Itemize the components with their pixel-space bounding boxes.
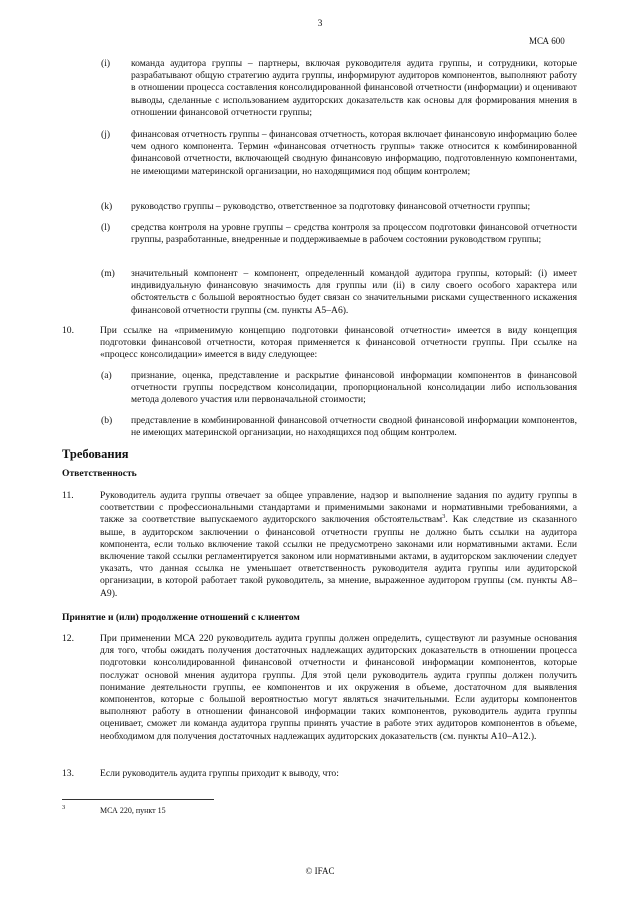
paragraph-12 bbox=[62, 633, 577, 743]
paragraph-number: 11. bbox=[62, 490, 74, 501]
item-text: признание, оценка, представление и раскрытие финансовой информации компонентов в финансовой отчетности группы посредством консолидации, пропорциональной консолидации либо использования метода долевого участия или первоначальной стоимости; bbox=[131, 370, 577, 406]
paragraph-text-part: . Как следствие из сказанного выше, в аудиторском заключении о финансовой отчетности группы не должно быть ссылки на аудитора компонента, если только включение такой ссылки не предусмотрено законами или нормативными актами. Если включение такой ссылки регламентируется законом или нормативными актами, в аудиторском заключении следует указать, что данная ссылка не уменьшает ответственность руководителя аудита группы или аудиторской организации, в которой работает такой руководитель, за мнение, выраженное аудитором группы (см. пункты A8–A9). bbox=[100, 514, 577, 599]
paragraph-text-part: Руководитель аудита группы отвечает за общее управление, надзор и выполнение задания по аудиту группы в соответствии с профессиональными стандартами и применимыми законами и нормативными требованиями, а также за соответствие выпускаемого аудиторского заключения обстоятельствам bbox=[100, 490, 577, 526]
item-text: значительный компонент – компонент, определенный командой аудитора группы, который: (i) имеет индивидуальную финансовую значимость для группы или (ii) в силу своего особого характера или обстоятельств с большой вероятностью будет связан со значительными рисками существенного искажения финансовой отчетности группы (см. пункты A5–A6). bbox=[131, 268, 577, 316]
list-item bbox=[101, 415, 577, 439]
subheading-responsibility: Ответственность bbox=[62, 468, 137, 479]
paragraph-text: Если руководитель аудита группы приходит к выводу, что: bbox=[100, 768, 339, 779]
definition-item bbox=[101, 129, 577, 178]
item-label: (a) bbox=[101, 370, 112, 381]
item-label: (b) bbox=[101, 415, 113, 426]
page-footer: © IFAC bbox=[305, 866, 335, 876]
definition-item bbox=[101, 222, 577, 246]
item-label: (m) bbox=[101, 268, 115, 279]
footnote-text: МСА 220, пункт 15 bbox=[100, 806, 166, 815]
paragraph-text: При применении МСА 220 руководитель аудита группы должен определить, существуют ли разумные основания для того, чтобы ожидать получения достаточных надлежащих аудиторских доказательств в отношении процесса подготовки консолидированной финансовой отчетности и финансовой информации компонентов, которые послужат основой мнения аудитора группы. Для этой цели руководитель аудита группы должен получить понимание деятельности группы, ее компонентов и их окружения в объеме, достаточном для выявления компонентов, которые с большой вероятностью могут являться значительными. Если аудиторы компонентов выполняют работу в отношении финансовой информации таких компонентов, руководитель аудита группы оценивает, сможет ли команда аудитора группы принять участие в работе этих аудиторов компонентов в объеме, необходимом для получения достаточных надлежащих аудиторских доказательств (см. пункты A10–A12.). bbox=[100, 633, 577, 742]
definition-item bbox=[101, 268, 577, 317]
item-text: средства контроля на уровне группы – средства контроля за процессом подготовки финансовой отчетности группы, разработанные, внедренные и поддерживаемые в рабочем состоянии руководством группы; bbox=[131, 222, 577, 246]
paragraph-number: 13. bbox=[62, 768, 74, 779]
document-code: МСА 600 bbox=[529, 36, 565, 46]
footnote-number: 3 bbox=[62, 804, 66, 811]
section-heading: Требования bbox=[62, 447, 129, 461]
subheading-acceptance: Принятие и (или) продолжение отношений с клиентом bbox=[62, 612, 300, 623]
paragraph-11 bbox=[62, 490, 577, 600]
paragraph-number: 12. bbox=[62, 633, 74, 644]
paragraph-text: При ссылке на «применимую концепцию подготовки финансовой отчетности» имеется в виду концепция подготовки финансовой отчетности, которая применяется к финансовой отчетности группы. При ссылке на «процесс консолидации» имеется в виду следующее: bbox=[100, 325, 577, 361]
item-label: (k) bbox=[101, 201, 113, 212]
definition-item bbox=[101, 58, 577, 119]
item-text: представление в комбинированной финансовой отчетности сводной финансовой информации компонентов, не имеющих материнской организации, но находящихся под общим контролем. bbox=[131, 415, 577, 439]
footnote-divider bbox=[62, 799, 214, 800]
paragraph-number: 10. bbox=[62, 325, 74, 336]
item-text: финансовая отчетность группы – финансовая отчетность, которая включает финансовую информацию более чем одного компонента. Термин «финансовая отчетность группы» также относится к комбинированной финансовой отчетности, включающей сводную финансовую информацию, подготовленную компонентами, не имеющими материнской организации, но находящимися под общим контролем; bbox=[131, 129, 577, 177]
footnote-reference: 3 bbox=[442, 513, 446, 521]
paragraph-10 bbox=[62, 325, 577, 362]
item-label: (j) bbox=[101, 129, 111, 140]
item-text: команда аудитора группы – партнеры, включая руководителя аудита группы, и сотрудники, которые разрабатывают общую стратегию аудита группы, информируют аудиторов компонентов, выполняют работу в отношении процесса составления консолидированной финансовой отчетности (информации) и оценивают выводы, сделанные с использованием аудиторских доказательств как основы для формирования мнения в отношении финансовой отчетности группы; bbox=[131, 58, 577, 118]
page-number: 3 bbox=[317, 18, 323, 29]
paragraph-text bbox=[100, 490, 577, 600]
item-label: (i) bbox=[101, 58, 111, 69]
item-label: (l) bbox=[101, 222, 111, 233]
definition-item bbox=[101, 201, 577, 213]
list-item bbox=[101, 370, 577, 407]
item-text: руководство группы – руководство, ответственное за подготовку финансовой отчетности группы; bbox=[131, 201, 531, 212]
paragraph-13 bbox=[62, 768, 577, 780]
